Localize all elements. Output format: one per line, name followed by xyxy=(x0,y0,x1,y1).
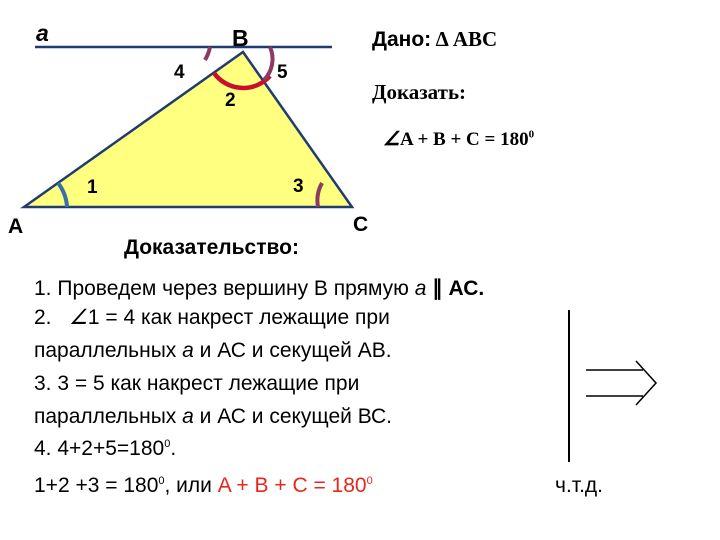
proof-step-1: 1. Проведем через вершину В прямую а ∥ АС. xyxy=(34,277,485,300)
angle-4-arc xyxy=(205,47,210,60)
proof-step-4: 4. $4+2+5=180^0$. xyxy=(34,437,177,460)
angle-2-label: 2 xyxy=(225,90,236,111)
qed-label: ч.т.д. xyxy=(555,474,603,497)
angle-icon: ∠ xyxy=(69,306,88,329)
proof-step-2-line-2: параллельных а и АС и секущей АВ. xyxy=(34,339,392,362)
prove-statement-text: A + B + C = 180 xyxy=(400,129,529,150)
proof-conclusion: $1+2 +3 = 180^0$, или $A + B + C = 180^0$ xyxy=(34,474,373,497)
vertex-c-label: C xyxy=(353,213,369,236)
line-a-label: a xyxy=(36,20,49,46)
proof-step-3-line-1: 3. 3 = 5 как накрест лежащие при xyxy=(34,372,360,395)
prove-label: Доказать: xyxy=(372,80,467,104)
angle-4-label: 4 xyxy=(174,62,185,83)
prove-statement: ∠A + $B + C = 180^0$ xyxy=(383,128,535,150)
angle-1-label: 1 xyxy=(87,177,98,198)
proof-step-3-line-2: параллельных а и АС и секущей ВС. xyxy=(34,405,393,428)
vertex-a-label: A xyxy=(8,215,24,238)
given-value: Δ ABC xyxy=(435,27,498,51)
given-label: Дано: xyxy=(372,28,432,51)
conclusion-highlight: A + B + C = 180 xyxy=(217,474,367,497)
proof-title: Доказательство: xyxy=(124,236,299,259)
angle-5-arc xyxy=(264,47,273,80)
vertex-b-label: B xyxy=(232,25,249,51)
angle-5-label: 5 xyxy=(277,62,288,83)
proof-step-2-line-1: 2. ∠1 = 4 как накрест лежащие при xyxy=(34,306,390,329)
arrow-head-icon xyxy=(636,361,656,405)
angle-icon: ∠ xyxy=(383,129,401,150)
given-block xyxy=(372,27,497,52)
angle-3-label: 3 xyxy=(293,176,304,197)
